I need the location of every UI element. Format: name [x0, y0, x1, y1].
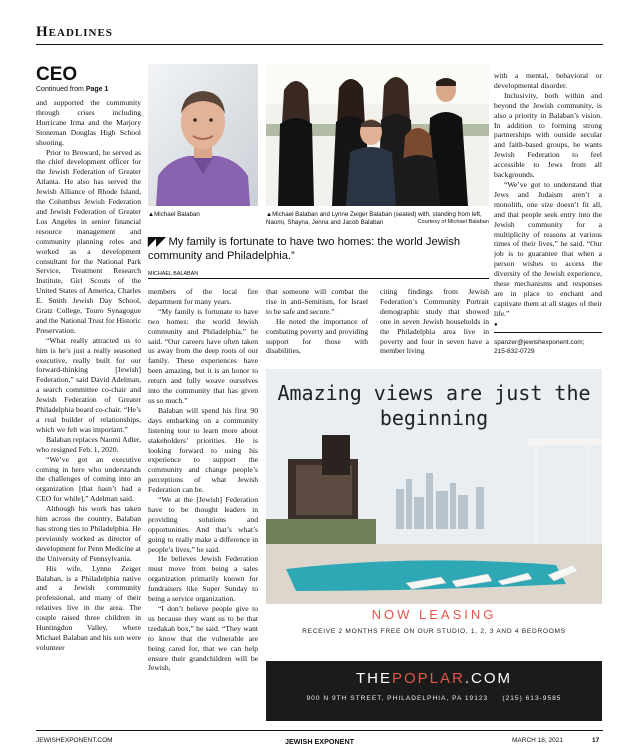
quote-rule	[148, 278, 489, 279]
pull-quote-byline: MICHAEL BALABAN	[148, 271, 199, 277]
paragraph: that someone will combat the rise in anti-Semitism, for Israel to be safe and secure.”	[266, 287, 368, 316]
continued-line	[36, 86, 108, 93]
ad-brand[interactable]	[266, 670, 602, 687]
paragraph: Inclusivity, both within and beyond the Jewish community, is also a priority in Balaban’s vision. In addition to forming strong partnerships with outside secular and faith-based groups, he wants Jewish Federation to feel accessible to Jews from all backgrounds.	[494, 90, 602, 180]
pull-quote-text: My family is fortunate to have two homes: the world Jewish community and Philadelphia.”	[148, 236, 461, 262]
quote-mark-icon: ◤◤	[148, 234, 165, 248]
portrait-photo	[148, 64, 258, 206]
footer-website[interactable]: JEWISHEXPONENT.COM	[36, 737, 113, 744]
footer-publication: JEWISH EXPONENT	[284, 737, 355, 746]
header-rule	[36, 44, 603, 45]
paragraph: “We’ve got to understand that Jews and Judaism aren’t a monolith, one size doesn’t fit all, and that people seek entry into the Jewish community for a multiplicity of reasons at various times of their lives,” he said. “Our job is to guarantee that when a person wishes to access the diversity of the Jewish experience, these mechanisms and responses are in place to enchant and captivate them at all stages of their life.”	[494, 179, 602, 318]
family-photo	[266, 64, 489, 206]
paragraph: He believes Jewish Federation must move from being a sales organization primarily known for fundraisers like Super Sunday to being a service organization.	[148, 554, 258, 604]
continued-prefix: Continued from	[36, 86, 86, 93]
paragraph: Although his work has taken him across the country, Balaban has strong ties to Philadelphia. He previously worked as director of development for Penn Medicine at the University of Pennsylvania.	[36, 504, 142, 563]
contact-phone: 215-832-0729	[494, 348, 535, 355]
family-image	[266, 64, 489, 206]
paragraph: citing findings from Jewish Federation’s Community Portrait demographic study that showed one in seven Jewish households in the Philadelphia area live in poverty and four in seven have a member living	[380, 287, 489, 356]
caption-family	[266, 211, 489, 226]
paragraph: “We’ve got an executive coming in here who understands the challenges of coming into an organization [that hasn’t had a CEO for while],” Adelman said.	[36, 454, 141, 504]
end-mark-icon: ●	[494, 321, 498, 328]
ad-leasing: NOW LEASING	[371, 607, 497, 622]
ad-headline: Amazing views are just the beginning	[277, 381, 591, 430]
paragraph: Balaban will spend his first 90 days embarking on a community listening tour to learn more about stakeholders’ priorities. He is looking forward to using his experience to support the community and change people’s perceptions of what Jewish Federation can be.	[148, 405, 258, 495]
article-col-5	[494, 71, 602, 331]
article-title: CEO	[36, 64, 78, 85]
caption-family-credit: Courtesy of Michael Balaban	[417, 218, 489, 225]
paragraph: “I don’t believe people give to us because they want us to be that tzedakah box,” he said. “They want to know that the vulnerable are being cared for, that we can help ensure their grandchildren will be Jewish,	[148, 604, 258, 673]
portrait-image	[148, 64, 258, 206]
ad-brand-com: .COM	[464, 670, 513, 687]
article-col-4	[380, 287, 489, 356]
footer-date: MARCH 18, 2021	[512, 737, 563, 744]
paragraph: members of the local fire department for many years.	[148, 287, 258, 306]
advertisement[interactable]	[266, 369, 602, 721]
contact-block	[494, 338, 602, 356]
paragraph: “My family is fortunate to have two homes: the world Jewish community and Philadelphia,” he said. “Our careers have often taken us away from the deep roots of our family. These experiences have been amazing, but it is an honor to return and fully weave ourselves into the community that has given us so much.”	[148, 306, 258, 405]
paragraph: Balaban replaces Naomi Adler, who resigned Feb. 1, 2020.	[36, 434, 141, 454]
ad-brand-the: THE	[355, 670, 392, 687]
footer-rule	[36, 730, 603, 731]
caption-family-text: ▲Michael Balaban and Lynne Zeiger Balaban (seated) with, standing from left, Naomi, Shayna, Jenna and Jacob Balaban	[266, 211, 482, 226]
paragraph: “We at the [Jewish] Federation have to be thought leaders in providing solutions and opportunities. And that’s what’s going to really make a difference in people’s lives,” he said.	[148, 495, 258, 554]
contact-email[interactable]: spanzer@jewishexponent.com;	[494, 339, 585, 346]
ad-address: 900 N 9TH STREET, PHILADELPHIA, PA 19123 (215) 613-9585	[306, 695, 562, 702]
article-col-3	[266, 287, 368, 356]
continued-page: Page 1	[85, 86, 109, 93]
ad-brand-poplar: POPLAR	[391, 670, 465, 687]
ad-offer: RECEIVE 2 MONTHS FREE ON OUR STUDIO, 1, 2, 3 AND 4 BEDROOMS	[302, 628, 566, 635]
paragraph: and supported the community through crises including Hurricane Irma and the Marjory Stoneman Douglas High School shooting.	[36, 98, 141, 147]
article-col-2	[148, 287, 258, 673]
paragraph: Prior to Broward, he served as the chief development officer for the Jewish Federation of Greater Atlanta. He also has served the Jewish Alliance of Rhode Island, the Columbus Jewish Federation and Jewish Federation of Greater Los Angeles in senior financial resource management and community planning roles and worked as a development consultant for the National Park Service, Treatment Research Institute, Girl Scouts of the United States of America, Charles E. Smith Jewish Day School, Gratz College, Touro Synagogue and the National Trust for Historic Preservation.	[36, 147, 141, 335]
caption-portrait: ▲Michael Balaban	[148, 211, 200, 218]
paragraph: He noted the importance of combating poverty and providing support for those with disabilities,	[266, 316, 368, 356]
paragraph: “What really attracted us to him is he’s just a really seasoned executive, really built for our forward-thinking [Jewish] Federation,” said David Adelman, a search committee co-chair and Jewish Federation of Greater Philadelphia board co-chair. “He’s a real builder of relationships, which we felt was important.”	[36, 335, 141, 434]
email-rule	[494, 332, 602, 333]
section-header: Headlines	[36, 24, 113, 40]
paragraph: His wife, Lynne Zeiger Balaban, is a Philadelphia native and a Jewish community professional, and many of their relatives live in the area. The couple raised three children in Huntingdon Valley, where Michael Balaban and his son were volunteer	[36, 563, 141, 652]
paragraph: with a mental, behavioral or developmental disorder.	[494, 71, 602, 90]
article-col-1	[36, 98, 141, 653]
pull-quote	[148, 234, 481, 263]
page-number: 17	[592, 737, 600, 744]
